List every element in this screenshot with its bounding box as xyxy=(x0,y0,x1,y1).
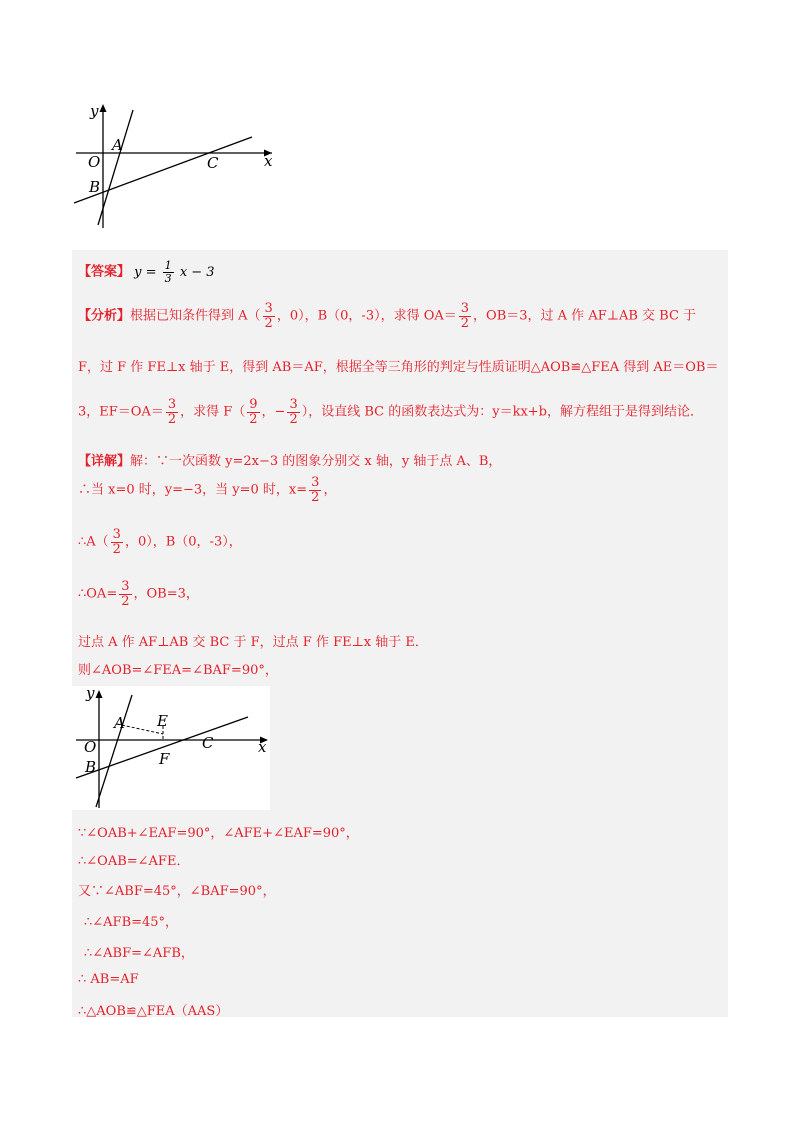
answer-expression: y = $\frac{1}{3}$ x − 3 xyxy=(134,259,215,285)
detail-line-8: ∴∠OAB=∠AFE． xyxy=(78,854,190,869)
y-axis-label: y xyxy=(86,686,95,702)
answer-line xyxy=(78,260,215,284)
y-axis-label: y xyxy=(90,102,99,120)
detail-line-2: ∴当 x=0 时，y=−3，当 y=0 时，x= $\frac{3}{2}$ ， xyxy=(78,475,337,505)
coordinate-figure-2 xyxy=(72,686,270,810)
detail-line-5: 过点 A 作 AF⊥AB 交 BC 于 F，过点 F 作 FE⊥x 轴于 E． xyxy=(78,635,428,650)
detail-line-1: 【详解】解：∵一次函数 y=2x−3 的图象分别交 x 轴，y 轴于点 A、B， xyxy=(78,454,502,469)
solution-panel xyxy=(72,250,728,1017)
detail-line-6: 则∠AOB=∠FEA=∠BAF=90°， xyxy=(78,663,278,678)
x-axis-label: x xyxy=(258,738,267,756)
analysis-line-3: 3，EF＝OA＝ $\frac{3}{2}$ ，求得 F（ $\frac{9}{2}$ ，− $\frac{3}{2}$ ），设直线 BC 的函数表达式为：y＝kx+b，解方程组于是得到结论． xyxy=(78,397,704,427)
answer-tag: 【答案】 xyxy=(78,264,131,280)
detail-line-3: ∴A（ $\frac{3}{2}$ ，0），B（0，‑3）， xyxy=(78,527,242,557)
point-e-label: E xyxy=(157,712,168,730)
point-b-label: B xyxy=(85,758,97,776)
coordinate-figure-1 xyxy=(72,100,272,230)
analysis-line-2: F，过 F 作 FE⊥x 轴于 E，得到 AB＝AF，根据全等三角形的判定与性质证明△AOB≌△FEA 得到 AE＝OB＝ xyxy=(78,360,719,375)
analysis-line-1: 【分析】根据已知条件得到 A（ $\frac{3}{2}$ ，0），B（0，‑3），求得 OA＝ $\frac{3}{2}$ ，OB＝3，过 A 作 AF⊥AB 交 BC 于 xyxy=(78,301,697,331)
point-a-label: A xyxy=(114,714,125,732)
point-b-label: B xyxy=(89,178,101,196)
point-f-label: F xyxy=(159,750,170,768)
detail-tag: 【详解】 xyxy=(78,454,131,469)
x-axis-label: x xyxy=(264,152,272,170)
analysis-tag: 【分析】 xyxy=(78,308,131,324)
point-c-label: C xyxy=(202,734,214,752)
detail-line-9: 又∵∠ABF=45°，∠BAF=90°， xyxy=(78,884,276,899)
point-a-label: A xyxy=(112,136,123,154)
point-c-label: C xyxy=(207,154,219,172)
detail-line-7: ∵∠OAB+∠EAF=90°，∠AFE+∠EAF=90°， xyxy=(78,826,359,841)
point-o-label: O xyxy=(88,153,101,171)
detail-line-13: ∴△AOB≌△FEA（AAS） xyxy=(78,1004,229,1019)
detail-line-12: ∴ AB=AF xyxy=(78,972,139,987)
detail-line-10: ∴∠AFB=45°， xyxy=(84,915,179,930)
point-o-label: O xyxy=(84,738,97,756)
detail-line-11: ∴∠ABF=∠AFB， xyxy=(84,946,194,961)
detail-line-4: ∴OA= $\frac{3}{2}$ ，OB=3， xyxy=(78,579,199,609)
